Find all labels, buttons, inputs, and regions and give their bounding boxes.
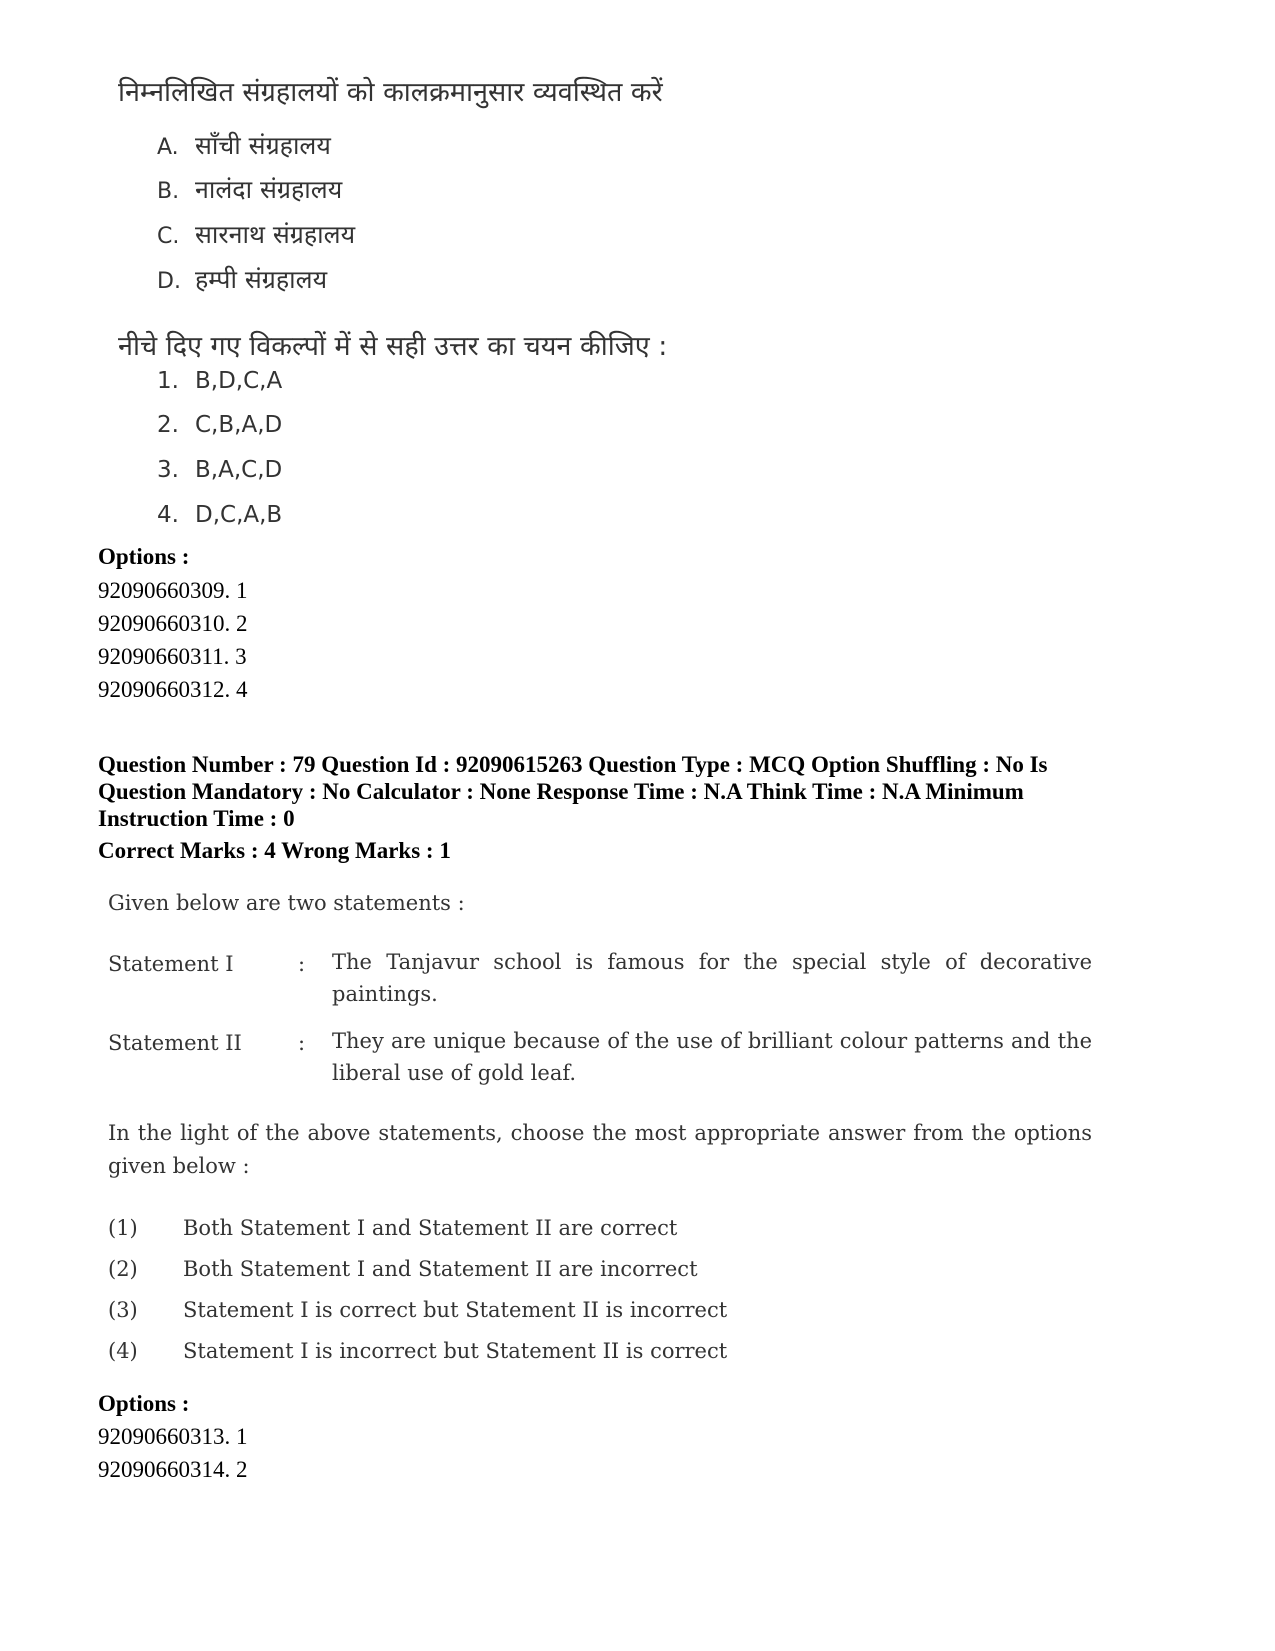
- q78-choice-text: D,C,A,B: [195, 502, 283, 528]
- q78-item-text: सारनाथ संग्रहालय: [195, 220, 356, 249]
- q78-item-d: [157, 262, 327, 296]
- q78-choice-4: [157, 502, 282, 528]
- q78-title: निम्नलिखित संग्रहालयों को कालक्रमानुसार व्यवस्थित करें: [118, 77, 663, 108]
- q79-choice-4-label: (4): [108, 1339, 138, 1363]
- q79-options-heading: Options :: [98, 1391, 190, 1416]
- q79-meta-line3: Instruction Time : 0: [98, 806, 295, 831]
- q78-choice-label: 2.: [157, 412, 179, 438]
- q79-option-1: 92090660313. 1: [98, 1424, 248, 1449]
- q79-statement-1-text: The Tanjavur school is famous for the special style of decorative paintings.: [332, 950, 1092, 1006]
- q78-choice-1: [157, 368, 282, 394]
- q79-meta-line2: Question Mandatory : No Calculator : None Response Time : N.A Think Time : N.A Minimum: [98, 779, 1024, 804]
- q79-statement-2-colon: :: [298, 1031, 306, 1055]
- q78-choice-text: B,D,C,A: [195, 368, 283, 394]
- q79-statement-2-text: They are unique because of the use of brilliant colour patterns and the liberal use of gold leaf.: [332, 1029, 1092, 1085]
- q78-instruction: नीचे दिए गए विकल्पों में से सही उत्तर का चयन कीजिए :: [118, 331, 668, 362]
- q79-choice-1-text: Both Statement I and Statement II are correct: [183, 1216, 678, 1240]
- q78-choice-label: 4.: [157, 502, 179, 528]
- q79-statement-1-colon: :: [298, 952, 306, 976]
- q79-statement-1-label: Statement I: [108, 952, 234, 976]
- q79-choice-4-text: Statement I is incorrect but Statement II is correct: [183, 1339, 728, 1363]
- q78-option-4: 92090660312. 4: [98, 677, 248, 702]
- q78-choice-text: B,A,C,D: [195, 457, 283, 483]
- q79-choice-2-text: Both Statement I and Statement II are incorrect: [183, 1257, 698, 1281]
- q78-item-text: नालंदा संग्रहालय: [195, 175, 343, 204]
- q79-option-2: 92090660314. 2: [98, 1457, 248, 1482]
- q78-option-2: 92090660310. 2: [98, 611, 248, 636]
- q79-choice-1-label: (1): [108, 1216, 138, 1240]
- q78-item-label: C.: [157, 224, 180, 249]
- q78-choice-label: 3.: [157, 457, 179, 483]
- q79-intro: Given below are two statements :: [108, 891, 465, 915]
- q78-item-c: [157, 217, 355, 251]
- q78-choice-2: [157, 412, 282, 438]
- q78-item-label: D.: [157, 269, 181, 294]
- q78-item-label: B.: [157, 179, 180, 204]
- q78-choice-text: C,B,A,D: [195, 412, 283, 438]
- q79-prompt: In the light of the above statements, choose the most appropriate answer from the options given below :: [108, 1121, 1092, 1178]
- q79-choice-3-label: (3): [108, 1298, 138, 1322]
- q78-options-heading: Options :: [98, 544, 190, 569]
- q78-option-1: 92090660309. 1: [98, 578, 248, 603]
- q79-meta-line1: Question Number : 79 Question Id : 92090615263 Question Type : MCQ Option Shuffling : No Is: [98, 752, 1048, 777]
- q78-item-text: हम्पी संग्रहालय: [195, 265, 328, 294]
- q78-item-label: A.: [157, 135, 179, 160]
- q79-marks: Correct Marks : 4 Wrong Marks : 1: [98, 838, 451, 863]
- q78-item-b: [157, 172, 342, 206]
- q79-statement-2-label: Statement II: [108, 1031, 242, 1055]
- q79-choice-2-label: (2): [108, 1257, 138, 1281]
- q78-option-3: 92090660311. 3: [98, 644, 247, 669]
- q78-choice-label: 1.: [157, 368, 179, 394]
- q78-item-a: [157, 128, 331, 162]
- q79-choice-3-text: Statement I is correct but Statement II is incorrect: [183, 1298, 728, 1322]
- q78-item-text: साँची संग्रहालय: [195, 131, 331, 160]
- q78-choice-3: [157, 457, 282, 483]
